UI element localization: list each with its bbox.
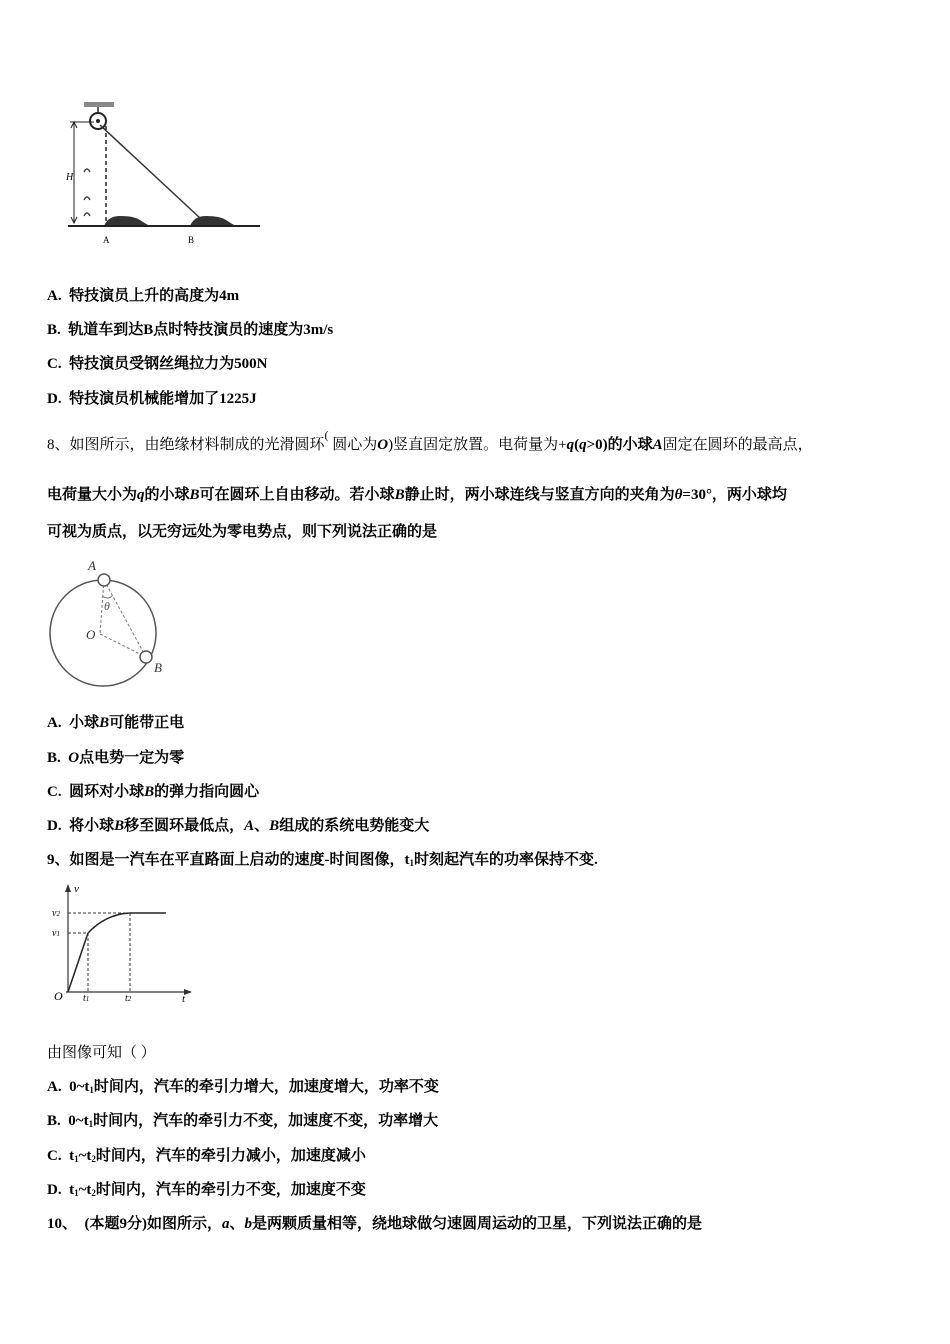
q7-option-c: C. 特技演员受钢丝绳拉力为500N [47, 356, 268, 372]
q8-option-b: B. O点电势一定为零 [47, 750, 185, 766]
q9-option-d: D. $t_1\sim t_2$时间内，汽车的牵引力不变，加速度不变 [47, 1182, 366, 1198]
q8-option-d: D. 将小球B移至圆环最低点，A、B组成的系统电势能变大 [47, 818, 430, 834]
q8-stem-line1: 8、如图所示，由绝缘材料制成的光滑圆环( 圆心为O)竖直固定放置。电荷量为+q(q>0)的小球A固定在圆环的最高点， [47, 428, 813, 453]
q9-option-a: A. $0\sim t_1$时间内，汽车的牵引力增大，加速度增大，功率不变 [47, 1079, 439, 1095]
q9-stem: 9、如图是一汽车在平直路面上启动的速度-时间图像，$t_1$时刻起汽车的功率保持不变. [47, 852, 598, 868]
q8-option-a: A. 小球B可能带正电 [47, 715, 185, 731]
v2-label: v2 [52, 908, 60, 919]
height-label: H [66, 172, 74, 183]
ring-label-a: A [88, 558, 96, 573]
point-a-label: A [103, 235, 110, 245]
t1-label: t1 [83, 993, 90, 1004]
velocity-time-graph [46, 880, 196, 1005]
ring-figure [44, 558, 174, 693]
ring-label-o: O [86, 627, 96, 642]
q9-option-b: B. $0\sim t_1$时间内，汽车的牵引力不变，加速度不变，功率增大 [47, 1113, 439, 1129]
ring-label-theta: θ [104, 599, 110, 613]
ring-label-b: B [154, 660, 162, 675]
q8-stem-line3: 可视为质点，以无穷远处为零电势点，则下列说法正确的是 [47, 524, 438, 540]
q8-stem-line2: 电荷量大小为q的小球B可在圆环上自由移动。若小球B静止时，两小球连线与竖直方向的夹角为θ=30°，两小球均 [47, 487, 787, 503]
q10-stem: 10、 (本题9分)如图所示，a、b是两颗质量相等，绕地球做匀速圆周运动的卫星，下列说法正确的是 [47, 1216, 703, 1232]
q7-option-b: B. 轨道车到达B点时特技演员的速度为3m/s [47, 322, 334, 338]
point-b-label: B [188, 235, 195, 245]
q9-from-graph: 由图像可知（ ） [47, 1045, 156, 1061]
stunt-pulley-figure [60, 100, 265, 250]
q9-option-c: C. $t_1\sim t_2$时间内，汽车的牵引力减小，加速度减小 [47, 1148, 366, 1164]
q7-option-a: A. 特技演员上升的高度为4m [47, 288, 240, 304]
t2-label: t2 [125, 993, 132, 1004]
origin-label: O [54, 989, 63, 1003]
q8-option-c: C. 圆环对小球B的弹力指向圆心 [47, 784, 260, 800]
v1-label: v1 [52, 928, 60, 939]
axis-t-label: t [182, 993, 186, 1005]
q7-option-d: D. 特技演员机械能增加了1225J [47, 391, 257, 407]
axis-v-label: v [74, 883, 79, 895]
